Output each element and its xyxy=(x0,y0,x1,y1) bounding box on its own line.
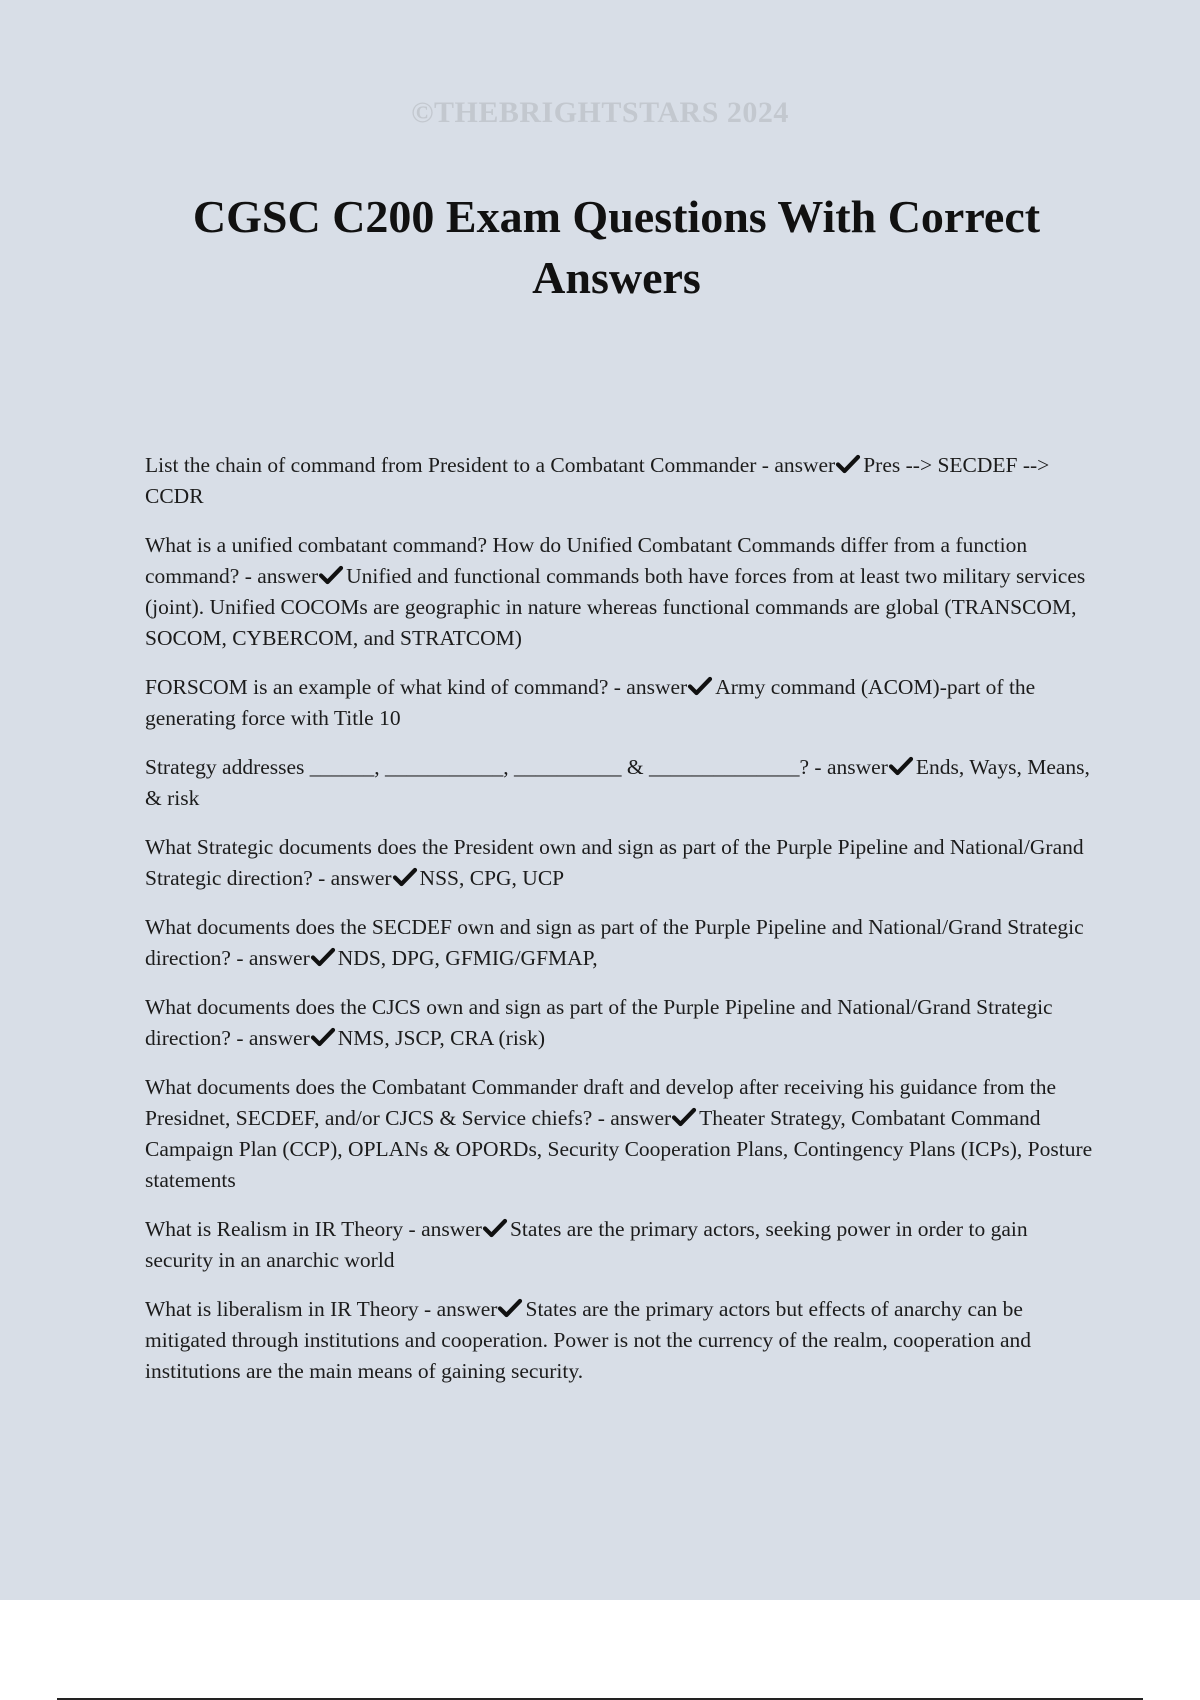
check-mark-icon xyxy=(497,1298,523,1318)
question-text: What documents does the CJCS own and sign as part of the Purple Pipeline and National/Grand Strategic direction? - answer xyxy=(145,995,1053,1050)
qa-item xyxy=(145,912,1095,974)
check-mark-icon xyxy=(835,454,861,474)
document-title: CGSC C200 Exam Questions With Correct Answers xyxy=(192,191,1041,303)
qa-item xyxy=(145,752,1095,814)
question-text: List the chain of command from President to a Combatant Commander - answer xyxy=(145,453,836,477)
qa-item xyxy=(145,992,1095,1054)
answer-text: NMS, JSCP, CRA (risk) xyxy=(337,1026,546,1050)
answer-text: Ends, Ways, Means, & risk xyxy=(145,755,1090,810)
check-mark-icon xyxy=(392,867,418,887)
question-text: What documents does the SECDEF own and sign as part of the Purple Pipeline and National/Grand Strategic direction? - answer xyxy=(145,915,1084,970)
question-text: What Strategic documents does the President own and sign as part of the Purple Pipeline and National/Grand Strategic direction? - answer xyxy=(145,835,1084,890)
check-mark-icon xyxy=(671,1107,697,1127)
answer-text: Pres --> SECDEF --> CCDR xyxy=(145,453,1050,508)
check-mark-icon xyxy=(318,565,344,585)
question-text: Strategy addresses ______, ___________, __________ & ______________? - answer xyxy=(145,755,888,779)
qa-item xyxy=(145,1214,1095,1276)
answer-text: Theater Strategy, Combatant Command Campaign Plan (CCP), OPLANs & OPORDs, Security Cooperation Plans, Contingency Plans (ICPs), Posture statements xyxy=(145,1106,1093,1192)
check-mark-icon xyxy=(888,756,914,776)
qa-item xyxy=(145,450,1095,512)
qa-item xyxy=(145,672,1095,734)
check-mark-icon xyxy=(482,1218,508,1238)
qa-list xyxy=(145,450,1095,1405)
question-text: FORSCOM is an example of what kind of command? - answer xyxy=(145,675,688,699)
check-mark-icon xyxy=(687,676,713,696)
answer-text: NDS, DPG, GFMIG/GFMAP, xyxy=(337,946,598,970)
check-mark-icon xyxy=(310,947,336,967)
check-mark-icon xyxy=(310,1027,336,1047)
copyright-watermark: ©THEBRIGHTSTARS 2024 xyxy=(411,96,789,129)
qa-item xyxy=(145,832,1095,894)
answer-text: States are the primary actors, seeking power in order to gain security in an anarchic world xyxy=(145,1217,1028,1272)
question-text: What documents does the Combatant Commander draft and develop after receiving his guidance from the Presidnet, SECDEF, and/or CJCS & Service chiefs? - answer xyxy=(145,1075,1057,1130)
answer-text: NSS, CPG, UCP xyxy=(419,866,565,890)
qa-item xyxy=(145,1294,1095,1387)
question-text: What is Realism in IR Theory - answer xyxy=(145,1217,482,1241)
question-text: What is liberalism in IR Theory - answer xyxy=(145,1297,498,1321)
question-text: What is a unified combatant command? How do Unified Combatant Commands differ from a function command? - answer xyxy=(145,533,1028,588)
answer-text: Army command (ACOM)-part of the generating force with Title 10 xyxy=(145,675,1036,730)
qa-item xyxy=(145,530,1095,654)
qa-item xyxy=(145,1072,1095,1196)
answer-text: Unified and functional commands both have forces from at least two military services (joint). Unified COCOMs are geographic in nature whereas functional commands are global (TRANSCOM, SOCOM, CYBERCOM, and STRATCOM) xyxy=(145,564,1086,650)
answer-text: States are the primary actors but effects of anarchy can be mitigated through institutions and cooperation. Power is not the currency of the realm, cooperation and institutions are the main means of gaining security. xyxy=(145,1297,1032,1383)
